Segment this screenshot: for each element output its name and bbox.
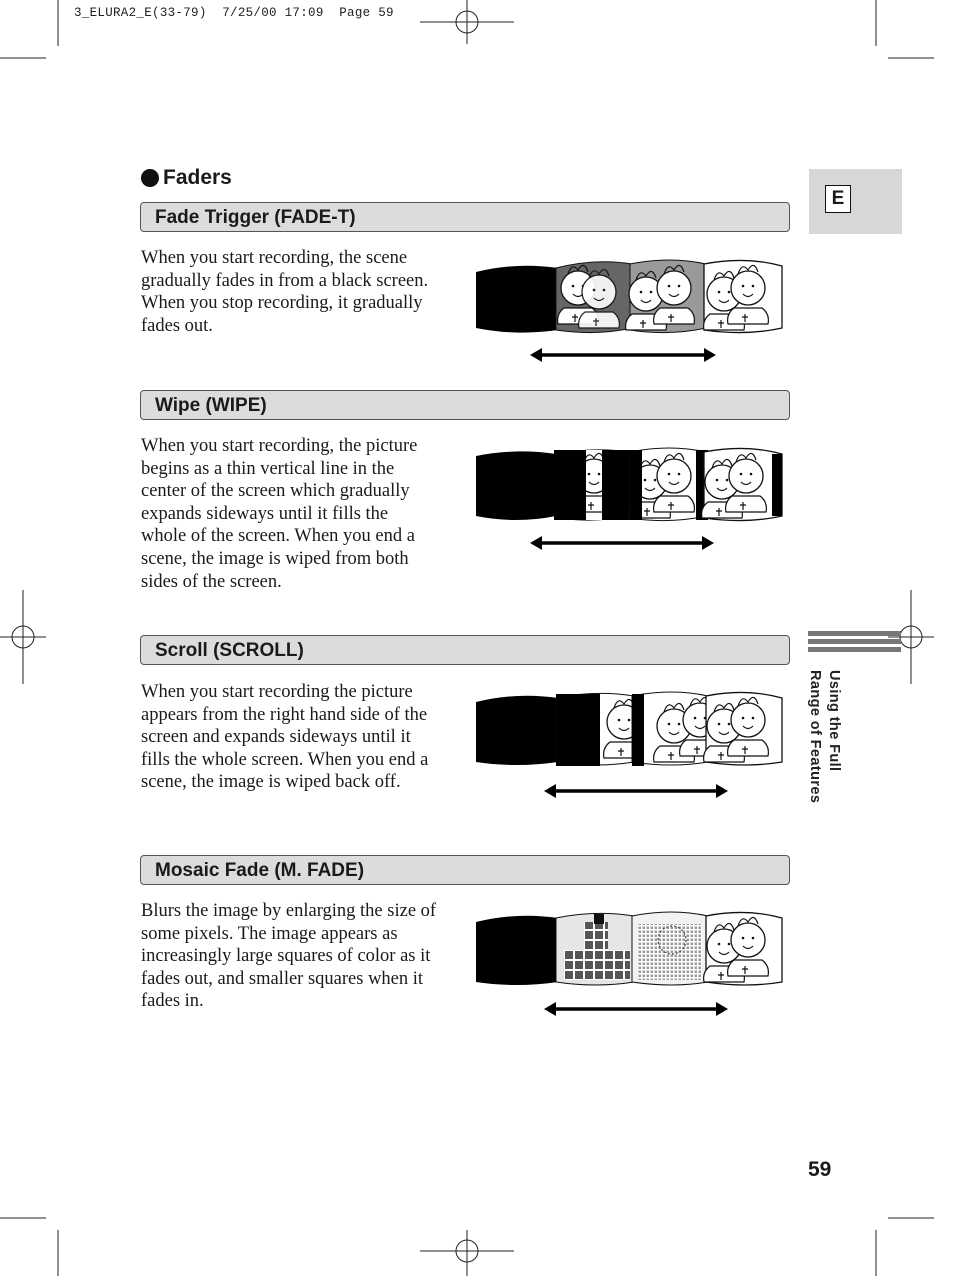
text-line: scene, the image is wiped back off.	[141, 772, 401, 793]
text-line: Blurs the image by enlarging the size of	[141, 901, 437, 921]
mosaic-fade-title-bar: Mosaic Fade (M. FADE)	[140, 855, 790, 885]
text-line: begins as a thin vertical line in the	[141, 458, 395, 479]
mosaic-fade-description	[141, 900, 461, 1013]
text-line: When you start recording the picture	[141, 682, 413, 702]
side-label-line-2: Range of Features	[807, 670, 823, 804]
text-line: fills the whole screen. When you end a	[141, 749, 429, 770]
wipe-title-bar: Wipe (WIPE)	[140, 390, 790, 420]
wipe-illustration	[474, 446, 786, 552]
scroll-title-bar: Scroll (SCROLL)	[140, 635, 790, 665]
language-tab-letter: E	[825, 185, 851, 213]
text-line: some pixels. The image appears as	[141, 923, 398, 944]
section-heading-text: Faders	[163, 166, 232, 189]
print-slug: 3_ELURA2_E(33-79) 7/25/00 17:09 Page 59	[74, 6, 394, 20]
text-line: center of the screen which gradually	[141, 481, 410, 502]
side-label-line-1: Using the Full	[826, 670, 842, 772]
language-tab	[809, 169, 902, 234]
text-line: increasingly large squares of color as it	[141, 946, 431, 967]
bullet-icon	[141, 169, 159, 187]
text-line: gradually fades in from a black screen.	[141, 270, 429, 291]
scroll-description	[141, 681, 461, 794]
side-chapter-label	[805, 670, 843, 803]
fade-trigger-illustration	[474, 258, 786, 364]
text-line: scene, the image is wiped from both	[141, 548, 409, 569]
text-line: fades in.	[141, 991, 204, 1012]
section-heading	[141, 166, 232, 190]
scroll-illustration	[474, 690, 786, 802]
text-line: screen and expands sideways until it	[141, 727, 411, 748]
text-line: fades out.	[141, 315, 213, 336]
mosaic-fade-illustration	[474, 910, 786, 1022]
text-line: appears from the right hand side of the	[141, 704, 428, 725]
text-line: fades out, and smaller squares when it	[141, 968, 424, 989]
side-decoration-lines	[808, 631, 901, 655]
text-line: whole of the screen. When you end a	[141, 526, 415, 547]
text-line: When you start recording, the scene	[141, 248, 408, 268]
fade-trigger-description	[141, 247, 461, 337]
text-line: sides of the screen.	[141, 571, 282, 592]
wipe-description	[141, 435, 461, 593]
text-line: When you start recording, the picture	[141, 436, 418, 456]
text-line: When you stop recording, it gradually	[141, 293, 423, 314]
fade-trigger-title-bar: Fade Trigger (FADE-T)	[140, 202, 790, 232]
page-number: 59	[808, 1158, 832, 1181]
text-line: expands sideways until it fills the	[141, 503, 389, 524]
